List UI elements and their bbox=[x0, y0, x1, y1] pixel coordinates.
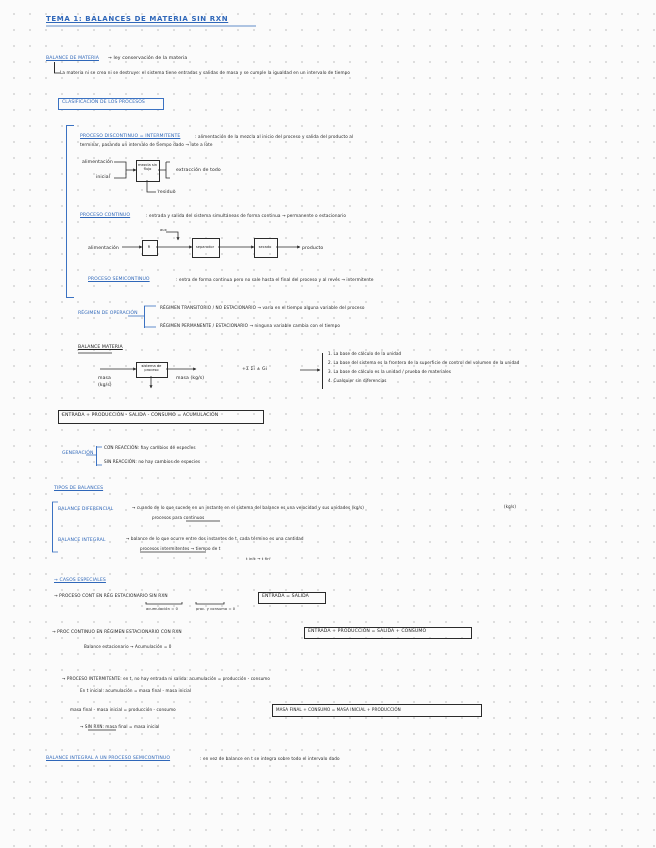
continuous-label: PROCESO CONTINUO bbox=[80, 213, 131, 218]
general-equation: ENTRADA + PRODUCCIÓN - SALIDA - CONSUMO = ACUMULACIÓN bbox=[62, 413, 219, 418]
discontinuous-text2: terminar, pasando un intervalo de tiempo dado → lote a lote bbox=[80, 142, 213, 147]
types-label: TIPOS DE BALANCES bbox=[54, 486, 104, 491]
separator-label: separador bbox=[195, 245, 215, 249]
case4: masa final - masa inicial = producción - consumo bbox=[70, 707, 176, 712]
cont-feed: alimentación bbox=[88, 246, 119, 251]
differential-label: BALANCE DIFERENCIAL bbox=[58, 507, 114, 512]
regime-label: RÉGIMEN DE OPERACIÓN bbox=[78, 311, 138, 316]
generation-without-reaction: SIN REACCIÓN: no hay cambios de especies bbox=[104, 459, 201, 464]
discontinuous-text: : alimentación de la mezcla al inicio del proceso y salida del producto al bbox=[195, 134, 354, 139]
definition-text: → ley conservación de la materia bbox=[108, 56, 188, 61]
dryer-label: secado bbox=[258, 245, 272, 249]
definition-detail: La materia ni se crea ni se destruye: el sistema tiene entradas y salidas de masa y se cumple la igualdad en un intervalo de tiempo bbox=[60, 70, 351, 75]
differential-text2: procesos para continuos bbox=[152, 515, 205, 520]
batch-box-label: mezcla sin flujo bbox=[137, 163, 158, 171]
case2-sub: Balance estacionario → Acumulación = 0 bbox=[84, 644, 172, 649]
balance-note-4: 4. Cualquier sin diferencias bbox=[328, 378, 387, 383]
balance-in-label: masa bbox=[98, 376, 111, 381]
semicontinuous-text: : entra de forma continua pero no sale hasta el final del proceso y al revés → intermitente bbox=[176, 277, 374, 282]
page-title: TEMA 1: BALANCES DE MATERIA SIN RXN bbox=[46, 15, 229, 23]
balance-note-2: 2. La base del sistema es la frontera de la superficie de control del volumen de la unidad bbox=[328, 360, 520, 365]
case1-sub1: acumulación = 0 bbox=[146, 607, 178, 611]
case1-sub2: proc. y consumo = 0 bbox=[196, 607, 236, 611]
batch-output-1: extracción de todo bbox=[176, 168, 221, 173]
footer-text: : en vez de balance en t se integra sobre todo el intervalo dado bbox=[200, 756, 340, 761]
cont-aux: aux bbox=[160, 228, 167, 232]
case4-equation: MASA FINAL + CONSUMO = MASA INICIAL + PRODUCCIÓN bbox=[276, 707, 401, 712]
batch-input-2: inicial bbox=[96, 175, 111, 180]
classification-label: CLASIFICACIÓN DE LOS PROCESOS bbox=[62, 100, 145, 105]
generation-with-reaction: CON REACCIÓN: hay cambios de especies bbox=[104, 445, 196, 450]
balance-note-3: 3. La base de cálculo es la unidad / prueba de materiales bbox=[328, 369, 452, 374]
balance-label: BALANCE MATERIA bbox=[78, 345, 123, 350]
cases-label: → CASOS ESPECIALES bbox=[54, 578, 106, 583]
generation-label: GENERACIÓN bbox=[62, 451, 94, 456]
differential-text: → cuando de lo que sucede en un instante en el sistema del balance es una velocidad y sus unidades (kg/s) bbox=[132, 505, 364, 510]
definition-label: BALANCE DE MATERIA bbox=[46, 56, 99, 61]
semicontinuous-label: PROCESO SEMICONTINUO bbox=[88, 277, 150, 282]
batch-output-2: residuo bbox=[158, 190, 176, 195]
regime-steady: RÉGIMEN TRANSITORIO / NO ESTACIONARIO → varía en el tiempo alguna variable del proceso bbox=[160, 305, 365, 310]
balance-in-units: (kg/s) bbox=[98, 383, 112, 388]
case3-sub: En t inicial: acumulación = masa final - masa inicial bbox=[80, 688, 192, 693]
balance-box-label: sistema de proceso bbox=[141, 364, 162, 372]
balance-out-label: masa (kg/s) bbox=[176, 376, 205, 381]
balance-note-1: 1. La base de cálculo de la unidad bbox=[328, 351, 402, 356]
reactor-label: R bbox=[147, 245, 151, 249]
integral-sub: t inic → t fin bbox=[246, 556, 270, 561]
case1: → PROCESO CONT EN RÉG ESTACIONARIO SIN RXN bbox=[54, 594, 168, 599]
integral-text2: procesos intermitentes → tiempo de t bbox=[140, 546, 221, 551]
regime-unsteady: RÉGIMEN PERMANENTE / ESTACIONARIO → ninguna variable cambia con el tiempo bbox=[160, 323, 341, 328]
differential-fraction: (kg/s) bbox=[504, 504, 517, 509]
balance-symbol: +Σ Σi ± Gi bbox=[242, 367, 267, 372]
case2: → PROC CONTINUO EN RÉGIMEN ESTACIONARIO CON RXN bbox=[52, 630, 182, 635]
case1-equation: ENTRADA = SALIDA bbox=[262, 594, 309, 599]
footer-label: BALANCE INTEGRAL A UN PROCESO SEMICONTINUO bbox=[46, 756, 171, 761]
case2-equation: ENTRADA + PRODUCCIÓN = SALIDA + CONSUMO bbox=[308, 629, 427, 634]
continuous-text: : entrada y salida del sistema simultáneas de forma continua → permanente o estacionario bbox=[146, 213, 347, 218]
integral-text: → balance de lo que ocurre entre dos instantes de t, cada término es una cantidad bbox=[126, 536, 304, 541]
cont-product: producto bbox=[302, 246, 324, 251]
case3: → PROCESO INTERMITENTE: en t, no hay entrada ni salida: acumulación = producción - consumo bbox=[62, 676, 270, 681]
case5: → SIN RXN: masa final = masa inicial bbox=[80, 724, 160, 729]
integral-label: BALANCE INTEGRAL bbox=[58, 538, 106, 543]
discontinuous-label: PROCESO DISCONTINUO = INTERMITENTE bbox=[80, 134, 181, 139]
batch-input-1: alimentación bbox=[82, 160, 113, 165]
